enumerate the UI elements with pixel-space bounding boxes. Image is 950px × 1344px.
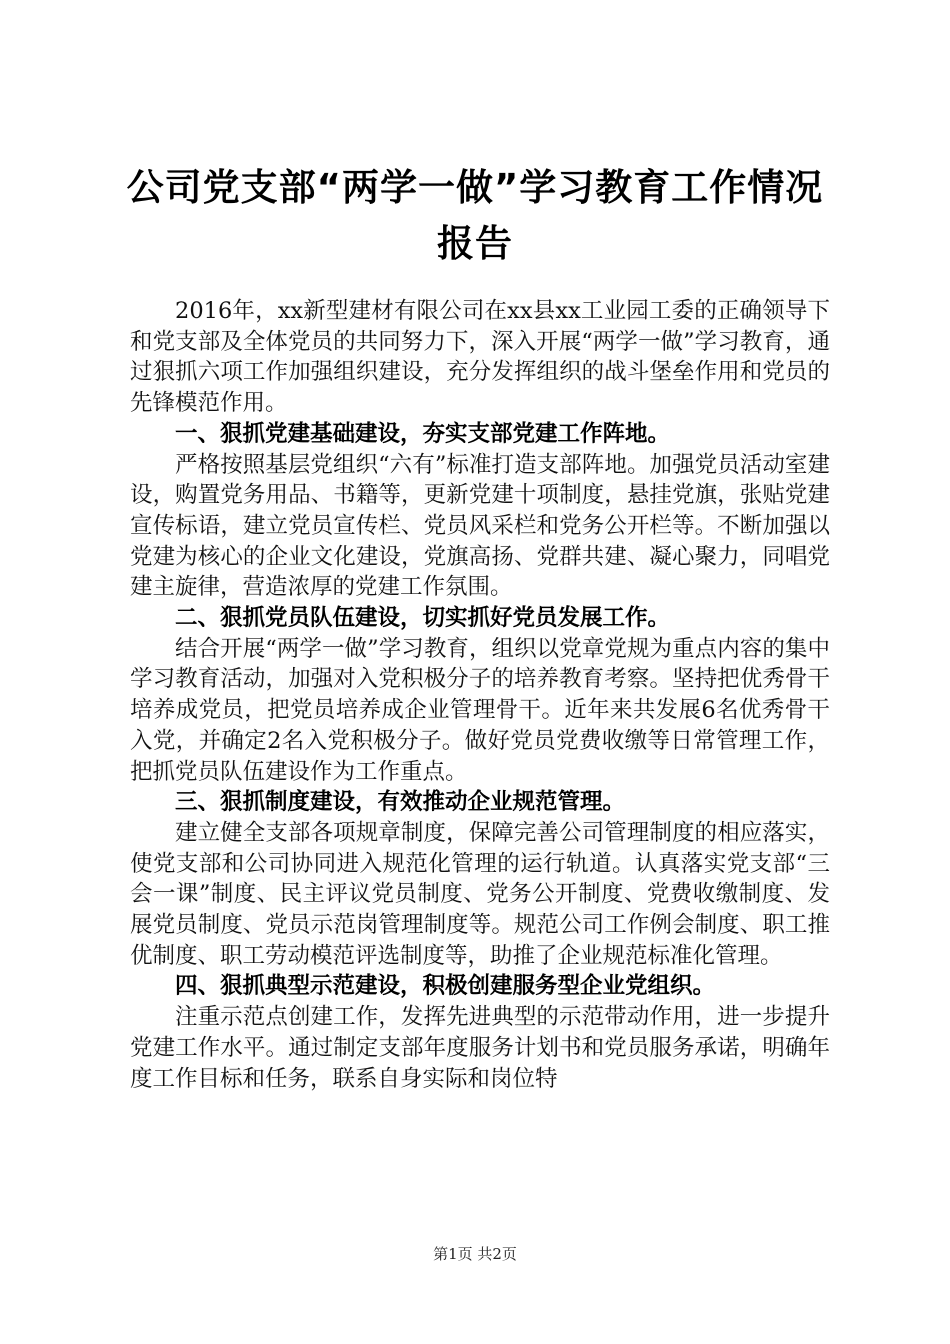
section-body-4: 注重示范点创建工作，发挥先进典型的示范带动作用，进一步提升党建工作水平。通过制定支部年度服务计划书和党员服务承诺，明确年度工作目标和任务，联系自身实际和岗位特 (130, 1004, 830, 1092)
section-body-1: 严格按照基层党组织“六有”标准打造支部阵地。加强党员活动室建设，购置党务用品、书籍等，更新党建十项制度，悬挂党旗，张贴党建宣传标语，建立党员宣传栏、党员风采栏和党务公开栏等。不断加强以党建为核心的企业文化建设，党旗高扬、党群共建、凝心聚力，同唱党建主旋律，营造浓厚的党建工作氛围。 (130, 451, 830, 601)
section-body-2: 结合开展“两学一做”学习教育，组织以党章党规为重点内容的集中学习教育活动，加强对入党积极分子的培养教育考察。坚持把优秀骨干培养成党员，把党员培养成企业管理骨干。近年来共发展6名优秀骨干入党，并确定2名入党积极分子。做好党员党费收缴等日常管理工作，把抓党员队伍建设作为工作重点。 (130, 635, 830, 785)
section-body-3: 建立健全支部各项规章制度，保障完善公司管理制度的相应落实，使党支部和公司协同进入规范化管理的运行轨道。认真落实党支部“三会一课”制度、民主评议党员制度、党务公开制度、党费收缴制度、发展党员制度、党员示范岗管理制度等。规范公司工作例会制度、职工推优制度、职工劳动模范评选制度等，助推了企业规范标准化管理。 (130, 819, 830, 969)
document-body (130, 296, 830, 1094)
section-heading-2: 二、狠抓党员队伍建设，切实抓好党员发展工作。 (175, 605, 671, 632)
intro-paragraph: 2016年，xx新型建材有限公司在xx县xx工业园工委的正确领导下和党支部及全体党员的共同努力下，深入开展“两学一做”学习教育，通过狠抓六项工作加强组织建设，充分发挥组织的战斗堡垒作用和党员的先锋模范作用。 (130, 298, 830, 417)
section-heading-1: 一、狠抓党建基础建设，夯实支部党建工作阵地。 (175, 420, 671, 447)
section-heading-4: 四、狠抓典型示范建设，积极创建服务型企业党组织。 (175, 973, 716, 1000)
page-number-footer: 第1页 共2页 (433, 1245, 517, 1263)
section-heading-3: 三、狠抓制度建设，有效推动企业规范管理。 (175, 789, 626, 816)
document-title: 公司党支部“两学一做”学习教育工作情况报告 (126, 166, 824, 265)
